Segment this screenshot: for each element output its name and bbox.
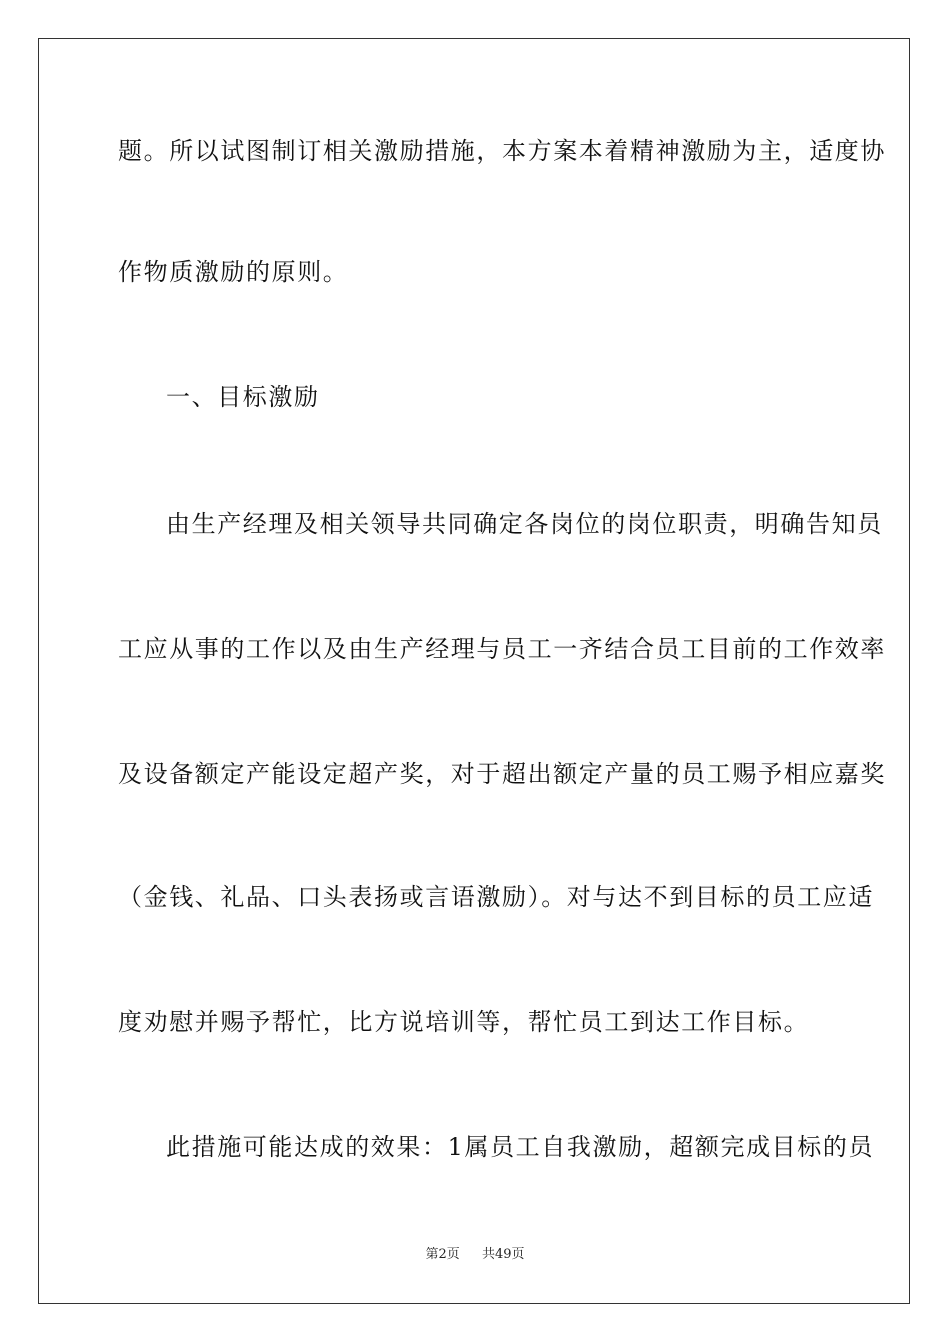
body-line-7: 度劝慰并赐予帮忙，比方说培训等，帮忙员工到达工作目标。	[118, 1008, 810, 1036]
page-total: 共49页	[482, 1247, 525, 1262]
body-line-6: （金钱、礼品、口头表扬或言语激励）。对与达不到目标的员工应适	[118, 883, 874, 911]
section-heading: 一、目标激励	[166, 383, 320, 411]
body-line-4: 工应从事的工作以及由生产经理与员工一齐结合员工目前的工作效率	[118, 635, 886, 663]
body-line-8: 此措施可能达成的效果：1属员工自我激励，超额完成目标的员	[166, 1133, 875, 1161]
page-number: 第2页	[425, 1247, 460, 1262]
body-line-1: 题。所以试图制订相关激励措施，本方案本着精神激励为主，适度协	[118, 137, 886, 165]
page-footer	[0, 1246, 950, 1264]
page-border	[38, 38, 910, 1304]
body-line-3: 由生产经理及相关领导共同确定各岗位的岗位职责，明确告知员	[166, 510, 883, 538]
body-line-5: 及设备额定产能设定超产奖，对于超出额定产量的员工赐予相应嘉奖	[118, 760, 886, 788]
body-line-2: 作物质激励的原则。	[118, 258, 349, 286]
